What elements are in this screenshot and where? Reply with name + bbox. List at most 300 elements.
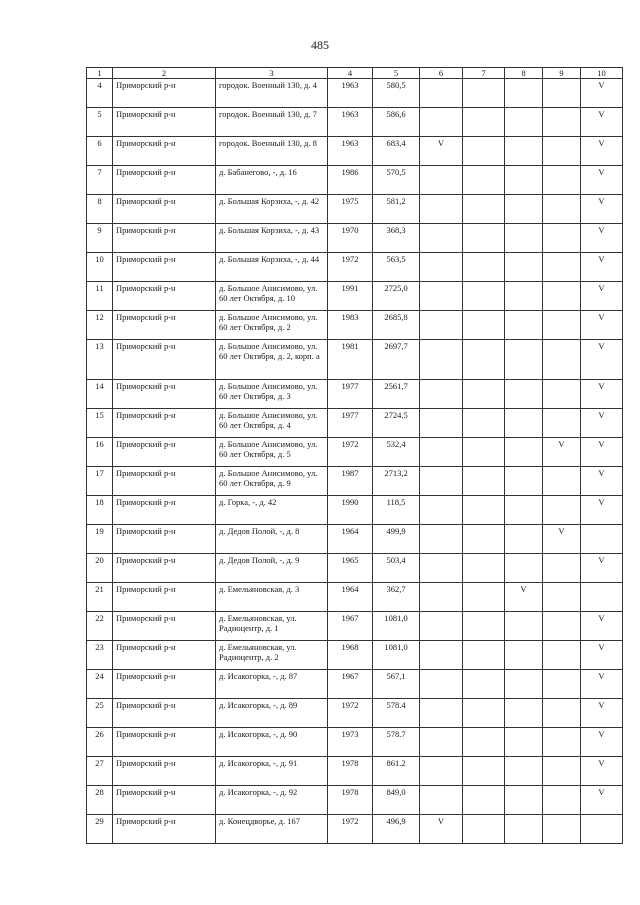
mark-cell-9 — [543, 757, 581, 786]
area-cell: 570,5 — [373, 166, 420, 195]
district-cell: Приморский р-н — [113, 282, 216, 311]
table-row — [87, 641, 623, 670]
page-number: 485 — [311, 38, 329, 52]
mark-cell-7 — [463, 409, 505, 438]
table-row — [87, 79, 623, 108]
address-cell: д. Исакогорка, -, д. 87 — [216, 670, 328, 699]
address-cell: д. Горка, -, д. 42 — [216, 496, 328, 525]
mark-cell-6 — [420, 612, 463, 641]
mark-cell-10: V — [581, 224, 623, 253]
address-cell: городок. Военный 130, д. 4 — [216, 79, 328, 108]
mark-cell-6 — [420, 438, 463, 467]
year-cell: 1977 — [328, 380, 373, 409]
district-cell: Приморский р-н — [113, 728, 216, 757]
row-number: 4 — [87, 79, 113, 108]
area-cell: 2725,0 — [373, 282, 420, 311]
row-number: 23 — [87, 641, 113, 670]
area-cell: 578.4 — [373, 699, 420, 728]
district-cell: Приморский р-н — [113, 340, 216, 380]
mark-cell-7 — [463, 496, 505, 525]
district-cell: Приморский р-н — [113, 79, 216, 108]
mark-cell-10: V — [581, 728, 623, 757]
address-cell: городок. Военный 130, д. 7 — [216, 108, 328, 137]
district-cell: Приморский р-н — [113, 166, 216, 195]
mark-cell-9 — [543, 380, 581, 409]
mark-cell-10: V — [581, 79, 623, 108]
mark-cell-7 — [463, 195, 505, 224]
mark-cell-8 — [505, 641, 543, 670]
address-cell: д. Большая Корзиха, -, д. 42 — [216, 195, 328, 224]
mark-cell-7 — [463, 641, 505, 670]
district-cell: Приморский р-н — [113, 224, 216, 253]
area-cell: 532,4 — [373, 438, 420, 467]
mark-cell-8 — [505, 311, 543, 340]
district-cell: Приморский р-н — [113, 670, 216, 699]
area-cell: 496,9 — [373, 815, 420, 844]
year-cell: 1975 — [328, 195, 373, 224]
year-cell: 1986 — [328, 166, 373, 195]
address-cell: д. Исакогорка, -, д. 89 — [216, 699, 328, 728]
address-cell: д. Большое Анисимово, ул. 60 лет Октября, д. 3 — [216, 380, 328, 409]
mark-cell-6 — [420, 699, 463, 728]
address-cell: д. Большое Анисимово, ул. 60 лет Октября, д. 9 — [216, 467, 328, 496]
mark-cell-9 — [543, 699, 581, 728]
address-cell: городок. Военный 130, д. 8 — [216, 137, 328, 166]
mark-cell-6: V — [420, 137, 463, 166]
row-number: 8 — [87, 195, 113, 224]
mark-cell-9 — [543, 496, 581, 525]
mark-cell-10: V — [581, 340, 623, 380]
mark-cell-9 — [543, 311, 581, 340]
mark-cell-6 — [420, 195, 463, 224]
area-cell: 849,0 — [373, 786, 420, 815]
address-cell: д. Исакогорка, -, д. 92 — [216, 786, 328, 815]
year-cell: 1965 — [328, 554, 373, 583]
year-cell: 1991 — [328, 282, 373, 311]
table-row — [87, 554, 623, 583]
column-header: 6 — [420, 68, 463, 79]
row-number: 16 — [87, 438, 113, 467]
area-cell: 1081,0 — [373, 612, 420, 641]
district-cell: Приморский р-н — [113, 409, 216, 438]
year-cell: 1964 — [328, 583, 373, 612]
table-row — [87, 380, 623, 409]
mark-cell-6 — [420, 108, 463, 137]
mark-cell-6 — [420, 641, 463, 670]
year-cell: 1972 — [328, 815, 373, 844]
year-cell: 1970 — [328, 224, 373, 253]
mark-cell-9 — [543, 166, 581, 195]
column-header: 5 — [373, 68, 420, 79]
mark-cell-8 — [505, 282, 543, 311]
table-row — [87, 108, 623, 137]
mark-cell-10: V — [581, 612, 623, 641]
table-row — [87, 757, 623, 786]
area-cell: 578.7 — [373, 728, 420, 757]
table-row — [87, 728, 623, 757]
mark-cell-9 — [543, 467, 581, 496]
district-cell: Приморский р-н — [113, 195, 216, 224]
mark-cell-8 — [505, 79, 543, 108]
mark-cell-7 — [463, 583, 505, 612]
mark-cell-7 — [463, 815, 505, 844]
address-cell: д. Дедов Полой, -, д. 9 — [216, 554, 328, 583]
address-cell: д. Большое Анисимово, ул. 60 лет Октября, д. 10 — [216, 282, 328, 311]
row-number: 15 — [87, 409, 113, 438]
row-number: 20 — [87, 554, 113, 583]
mark-cell-10: V — [581, 786, 623, 815]
mark-cell-9 — [543, 253, 581, 282]
mark-cell-7 — [463, 79, 505, 108]
year-cell: 1987 — [328, 467, 373, 496]
table-row — [87, 583, 623, 612]
mark-cell-6 — [420, 311, 463, 340]
table-row — [87, 409, 623, 438]
district-cell: Приморский р-н — [113, 786, 216, 815]
mark-cell-8 — [505, 195, 543, 224]
column-header: 10 — [581, 68, 623, 79]
area-cell: 362,7 — [373, 583, 420, 612]
table-body — [87, 79, 623, 844]
mark-cell-10: V — [581, 166, 623, 195]
mark-cell-6 — [420, 224, 463, 253]
district-cell: Приморский р-н — [113, 137, 216, 166]
district-cell: Приморский р-н — [113, 641, 216, 670]
column-header: 7 — [463, 68, 505, 79]
mark-cell-9 — [543, 224, 581, 253]
mark-cell-9 — [543, 79, 581, 108]
area-cell: 499,9 — [373, 525, 420, 554]
district-cell: Приморский р-н — [113, 699, 216, 728]
district-cell: Приморский р-н — [113, 815, 216, 844]
row-number: 9 — [87, 224, 113, 253]
column-header: 8 — [505, 68, 543, 79]
mark-cell-8 — [505, 438, 543, 467]
mark-cell-8 — [505, 340, 543, 380]
mark-cell-8 — [505, 786, 543, 815]
mark-cell-6 — [420, 496, 463, 525]
mark-cell-8 — [505, 137, 543, 166]
mark-cell-10: V — [581, 253, 623, 282]
area-cell: 567,1 — [373, 670, 420, 699]
mark-cell-10: V — [581, 195, 623, 224]
table-row — [87, 282, 623, 311]
mark-cell-9 — [543, 670, 581, 699]
table-row — [87, 786, 623, 815]
mark-cell-7 — [463, 340, 505, 380]
row-number: 21 — [87, 583, 113, 612]
mark-cell-7 — [463, 137, 505, 166]
row-number: 10 — [87, 253, 113, 282]
table-row — [87, 137, 623, 166]
mark-cell-7 — [463, 467, 505, 496]
mark-cell-10: V — [581, 311, 623, 340]
mark-cell-10 — [581, 583, 623, 612]
address-cell: д. Емельяновская, д. 3 — [216, 583, 328, 612]
address-cell: д. Конецдворье, д. 167 — [216, 815, 328, 844]
year-cell: 1972 — [328, 699, 373, 728]
mark-cell-9 — [543, 612, 581, 641]
district-cell: Приморский р-н — [113, 467, 216, 496]
district-cell: Приморский р-н — [113, 525, 216, 554]
mark-cell-10: V — [581, 699, 623, 728]
row-number: 7 — [87, 166, 113, 195]
mark-cell-7 — [463, 438, 505, 467]
row-number: 17 — [87, 467, 113, 496]
area-cell: 580,5 — [373, 79, 420, 108]
table-row — [87, 340, 623, 380]
district-cell: Приморский р-н — [113, 438, 216, 467]
row-number: 14 — [87, 380, 113, 409]
mark-cell-8 — [505, 670, 543, 699]
row-number: 29 — [87, 815, 113, 844]
table-row — [87, 224, 623, 253]
address-cell: д. Большая Корзиха, -, д. 43 — [216, 224, 328, 253]
row-number: 25 — [87, 699, 113, 728]
mark-cell-7 — [463, 108, 505, 137]
mark-cell-8 — [505, 253, 543, 282]
mark-cell-10: V — [581, 108, 623, 137]
mark-cell-9 — [543, 786, 581, 815]
mark-cell-8 — [505, 467, 543, 496]
area-cell: 586,6 — [373, 108, 420, 137]
mark-cell-6 — [420, 253, 463, 282]
mark-cell-7 — [463, 786, 505, 815]
address-cell: д. Емельяновская, ул. Радиоцентр, д. 2 — [216, 641, 328, 670]
mark-cell-7 — [463, 311, 505, 340]
mark-cell-7 — [463, 253, 505, 282]
area-cell: 503,4 — [373, 554, 420, 583]
district-cell: Приморский р-н — [113, 583, 216, 612]
address-cell: д. Исакогорка, -, д. 90 — [216, 728, 328, 757]
mark-cell-7 — [463, 728, 505, 757]
area-cell: 2697,7 — [373, 340, 420, 380]
column-header: 1 — [87, 68, 113, 79]
area-cell: 118,5 — [373, 496, 420, 525]
header-row — [87, 68, 623, 79]
mark-cell-9 — [543, 728, 581, 757]
mark-cell-6 — [420, 670, 463, 699]
mark-cell-8: V — [505, 583, 543, 612]
address-cell: д. Большое Анисимово, ул. 60 лет Октября, д. 2, корп. а — [216, 340, 328, 380]
year-cell: 1972 — [328, 253, 373, 282]
table-row — [87, 525, 623, 554]
column-header: 2 — [113, 68, 216, 79]
year-cell: 1967 — [328, 670, 373, 699]
address-cell: д. Исакогорка, -, д. 91 — [216, 757, 328, 786]
table-row — [87, 612, 623, 641]
year-cell: 1981 — [328, 340, 373, 380]
table-row — [87, 195, 623, 224]
table-row — [87, 438, 623, 467]
table-row — [87, 699, 623, 728]
year-cell: 1963 — [328, 108, 373, 137]
mark-cell-10: V — [581, 137, 623, 166]
year-cell: 1963 — [328, 79, 373, 108]
area-cell: 368,3 — [373, 224, 420, 253]
mark-cell-7 — [463, 670, 505, 699]
column-header: 3 — [216, 68, 328, 79]
mark-cell-10 — [581, 815, 623, 844]
address-cell: д. Дедов Полой, -, д. 8 — [216, 525, 328, 554]
area-cell: 2713,2 — [373, 467, 420, 496]
column-header: 9 — [543, 68, 581, 79]
mark-cell-7 — [463, 554, 505, 583]
mark-cell-9 — [543, 815, 581, 844]
address-cell: д. Бабанегово, -, д. 16 — [216, 166, 328, 195]
area-cell: 2685,8 — [373, 311, 420, 340]
year-cell: 1977 — [328, 409, 373, 438]
address-cell: д. Большое Анисимово, ул. 60 лет Октября, д. 2 — [216, 311, 328, 340]
mark-cell-6 — [420, 467, 463, 496]
mark-cell-6 — [420, 166, 463, 195]
address-cell: д. Большое Анисимово, ул. 60 лет Октября, д. 5 — [216, 438, 328, 467]
year-cell: 1978 — [328, 786, 373, 815]
district-cell: Приморский р-н — [113, 108, 216, 137]
table-row — [87, 496, 623, 525]
mark-cell-8 — [505, 612, 543, 641]
mark-cell-8 — [505, 380, 543, 409]
mark-cell-8 — [505, 525, 543, 554]
address-cell: д. Большая Корзиха, -, д. 44 — [216, 253, 328, 282]
mark-cell-8 — [505, 554, 543, 583]
mark-cell-6 — [420, 728, 463, 757]
area-cell: 2561,7 — [373, 380, 420, 409]
year-cell: 1963 — [328, 137, 373, 166]
mark-cell-10: V — [581, 467, 623, 496]
row-number: 5 — [87, 108, 113, 137]
address-cell: д. Емельяновская, ул. Радиоцентр, д. 1 — [216, 612, 328, 641]
table-row — [87, 311, 623, 340]
mark-cell-7 — [463, 525, 505, 554]
mark-cell-9 — [543, 108, 581, 137]
year-cell: 1964 — [328, 525, 373, 554]
year-cell: 1990 — [328, 496, 373, 525]
row-number: 18 — [87, 496, 113, 525]
mark-cell-7 — [463, 282, 505, 311]
district-cell: Приморский р-н — [113, 612, 216, 641]
mark-cell-8 — [505, 728, 543, 757]
mark-cell-9: V — [543, 525, 581, 554]
mark-cell-6 — [420, 583, 463, 612]
mark-cell-10: V — [581, 380, 623, 409]
address-cell: д. Большое Анисимово, ул. 60 лет Октября, д. 4 — [216, 409, 328, 438]
housing-register-table — [86, 67, 623, 844]
row-number: 26 — [87, 728, 113, 757]
mark-cell-6 — [420, 525, 463, 554]
row-number: 19 — [87, 525, 113, 554]
mark-cell-6 — [420, 340, 463, 380]
mark-cell-7 — [463, 757, 505, 786]
mark-cell-6 — [420, 554, 463, 583]
year-cell: 1972 — [328, 438, 373, 467]
mark-cell-9 — [543, 583, 581, 612]
mark-cell-8 — [505, 496, 543, 525]
district-cell: Приморский р-н — [113, 496, 216, 525]
district-cell: Приморский р-н — [113, 380, 216, 409]
mark-cell-6 — [420, 380, 463, 409]
mark-cell-6 — [420, 757, 463, 786]
row-number: 11 — [87, 282, 113, 311]
mark-cell-10: V — [581, 641, 623, 670]
mark-cell-9 — [543, 409, 581, 438]
area-cell: 563,5 — [373, 253, 420, 282]
mark-cell-10: V — [581, 496, 623, 525]
area-cell: 2724,5 — [373, 409, 420, 438]
mark-cell-7 — [463, 224, 505, 253]
year-cell: 1967 — [328, 612, 373, 641]
mark-cell-7 — [463, 380, 505, 409]
table-row — [87, 670, 623, 699]
row-number: 6 — [87, 137, 113, 166]
row-number: 22 — [87, 612, 113, 641]
mark-cell-10 — [581, 525, 623, 554]
mark-cell-10: V — [581, 554, 623, 583]
table-row — [87, 815, 623, 844]
district-cell: Приморский р-н — [113, 757, 216, 786]
mark-cell-10: V — [581, 757, 623, 786]
row-number: 13 — [87, 340, 113, 380]
mark-cell-8 — [505, 815, 543, 844]
table-row — [87, 253, 623, 282]
mark-cell-7 — [463, 699, 505, 728]
mark-cell-10: V — [581, 670, 623, 699]
table-row — [87, 166, 623, 195]
area-cell: 1081,0 — [373, 641, 420, 670]
mark-cell-8 — [505, 224, 543, 253]
mark-cell-7 — [463, 612, 505, 641]
year-cell: 1978 — [328, 757, 373, 786]
mark-cell-10: V — [581, 438, 623, 467]
row-number: 28 — [87, 786, 113, 815]
row-number: 24 — [87, 670, 113, 699]
district-cell: Приморский р-н — [113, 253, 216, 282]
mark-cell-10: V — [581, 282, 623, 311]
area-cell: 683,4 — [373, 137, 420, 166]
mark-cell-6: V — [420, 815, 463, 844]
year-cell: 1983 — [328, 311, 373, 340]
mark-cell-9 — [543, 282, 581, 311]
row-number: 12 — [87, 311, 113, 340]
mark-cell-8 — [505, 409, 543, 438]
mark-cell-8 — [505, 757, 543, 786]
district-cell: Приморский р-н — [113, 311, 216, 340]
mark-cell-9 — [543, 554, 581, 583]
mark-cell-9 — [543, 137, 581, 166]
year-cell: 1968 — [328, 641, 373, 670]
mark-cell-8 — [505, 108, 543, 137]
mark-cell-8 — [505, 166, 543, 195]
mark-cell-9 — [543, 641, 581, 670]
mark-cell-6 — [420, 409, 463, 438]
mark-cell-10: V — [581, 409, 623, 438]
mark-cell-6 — [420, 282, 463, 311]
district-cell: Приморский р-н — [113, 554, 216, 583]
mark-cell-7 — [463, 166, 505, 195]
mark-cell-9 — [543, 195, 581, 224]
column-header: 4 — [328, 68, 373, 79]
mark-cell-9 — [543, 340, 581, 380]
mark-cell-6 — [420, 786, 463, 815]
mark-cell-9: V — [543, 438, 581, 467]
area-cell: 861.2 — [373, 757, 420, 786]
row-number: 27 — [87, 757, 113, 786]
year-cell: 1973 — [328, 728, 373, 757]
mark-cell-6 — [420, 79, 463, 108]
table-row — [87, 467, 623, 496]
mark-cell-8 — [505, 699, 543, 728]
area-cell: 581,2 — [373, 195, 420, 224]
